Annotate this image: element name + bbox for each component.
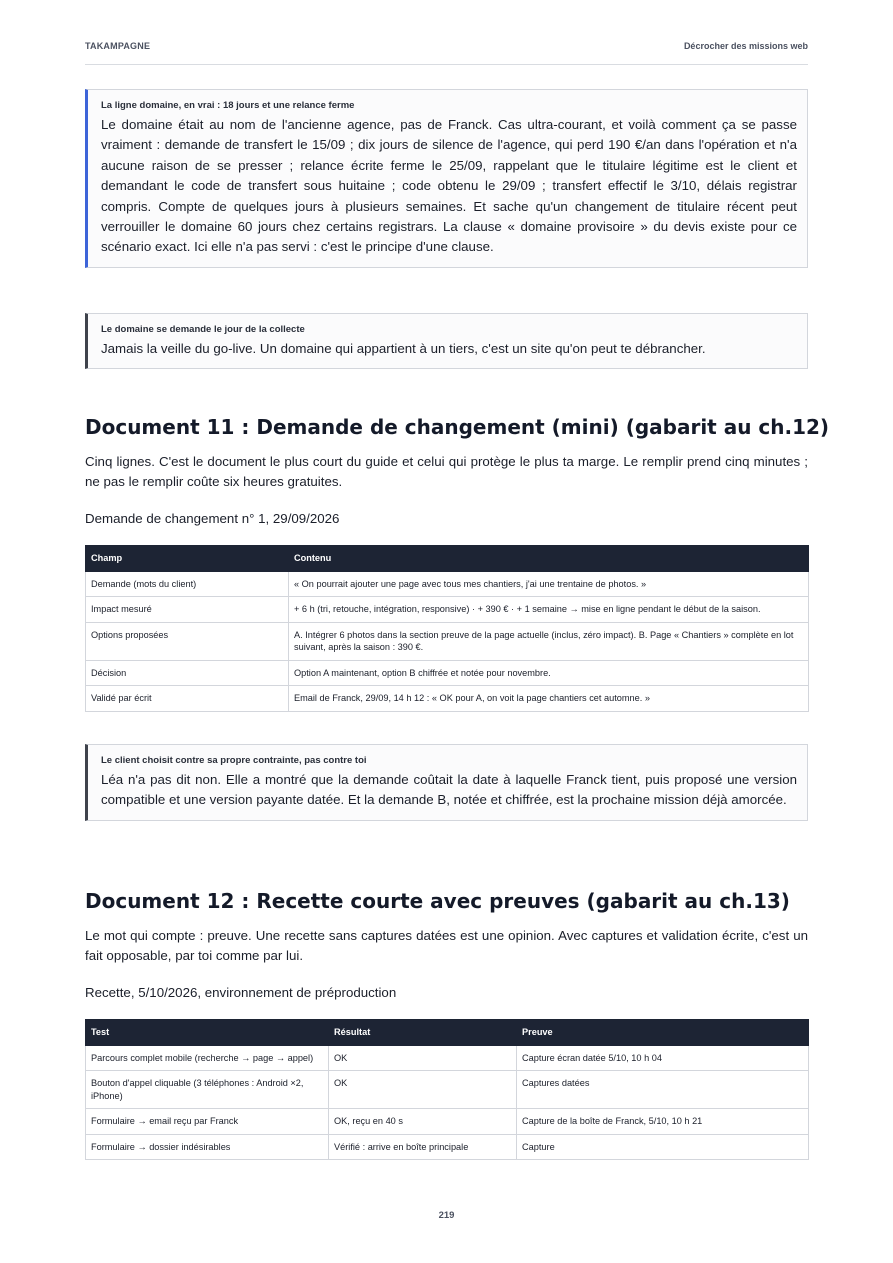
callout-client-choice	[85, 744, 808, 821]
table-row	[86, 660, 809, 686]
column-header: Preuve	[517, 1020, 809, 1046]
running-header	[85, 38, 808, 65]
table-cell: Option A maintenant, option B chiffrée et notée pour novembre.	[289, 660, 809, 686]
table-header-row	[86, 546, 809, 572]
doc12-caption: Recette, 5/10/2026, environnement de préproduction	[85, 985, 397, 1000]
table-row	[86, 1109, 809, 1135]
table-cell: Bouton d'appel cliquable (3 téléphones : Android ×2, iPhone)	[86, 1071, 329, 1109]
callout-body: Le domaine était au nom de l'ancienne agence, pas de Franck. Cas ultra-courant, et voilà comment ça se passe vraiment : demande de transfert le 15/09 ; dix jours de silence de l'agence, qui perd 190 €/an dans l'opération et n'a aucune raison de se presser ; relance écrite ferme le 25/09, rappelant que le titulaire légitime est le client et demandant le code de transfert sous huitaine ; code obtenu le 29/09 ; transfert effectif le 3/10, délais registrar compris. Compte de quelques jours à plusieurs semaines. Et sache qu'un changement de titulaire récent peut verrouiller le domaine 60 jours chez certains registrars. La clause « domaine provisoire » du devis existe pour ce scénario exact. Ici elle n'a pas servi : c'est le principe d'une clause.	[101, 117, 797, 255]
doc12-heading: Document 12 : Recette courte avec preuves (gabarit au ch.13)	[85, 889, 790, 913]
table-cell: A. Intégrer 6 photos dans la section preuve de la page actuelle (inclus, zéro impact). B. Page « Chantiers » complète en lot suivant, après la saison : 390 €.	[289, 622, 809, 660]
table-cell: Email de Franck, 29/09, 14 h 12 : « OK pour A, on voit la page chantiers cet automne. »	[289, 686, 809, 712]
column-header: Contenu	[289, 546, 809, 572]
header-chapter-title: Décrocher des missions web	[683, 41, 808, 51]
callout-title: La ligne domaine, en vrai : 18 jours et une relance ferme	[101, 100, 355, 111]
table-cell: Captures datées	[517, 1071, 809, 1109]
table-row	[86, 1045, 809, 1071]
table-cell: « On pourrait ajouter une page avec tous mes chantiers, j'ai une trentaine de photos. »	[289, 571, 809, 597]
callout-domain-tip	[85, 313, 808, 369]
table-cell: Options proposées	[86, 622, 289, 660]
column-header: Champ	[86, 546, 289, 572]
doc12-table	[85, 1019, 809, 1160]
page-number: 219	[438, 1210, 455, 1221]
doc11-caption: Demande de changement n° 1, 29/09/2026	[85, 511, 340, 526]
table-cell: Demande (mots du client)	[86, 571, 289, 597]
table-row	[86, 622, 809, 660]
table-row	[86, 686, 809, 712]
table-cell: Formulaire → dossier indésirables	[86, 1134, 329, 1160]
table-cell: Décision	[86, 660, 289, 686]
callout-body: Léa n'a pas dit non. Elle a montré que la demande coûtait la date à laquelle Franck tient, puis proposé une version compatible et une version payante datée. Et la demande B, notée et chiffrée, est la prochaine mission déjà amorcée.	[101, 772, 797, 808]
callout-title: Le client choisit contre sa propre contrainte, pas contre toi	[101, 755, 367, 766]
table-header-row	[86, 1020, 809, 1046]
table-cell: OK	[329, 1045, 517, 1071]
table-cell: Validé par écrit	[86, 686, 289, 712]
callout-domain-story	[85, 89, 808, 268]
table-cell: Capture écran datée 5/10, 10 h 04	[517, 1045, 809, 1071]
table-row	[86, 571, 809, 597]
doc11-heading: Document 11 : Demande de changement (mini) (gabarit au ch.12)	[85, 415, 830, 439]
table-cell: Parcours complet mobile (recherche → page → appel)	[86, 1045, 329, 1071]
table-cell: Formulaire → email reçu par Franck	[86, 1109, 329, 1135]
callout-title: Le domaine se demande le jour de la collecte	[101, 324, 305, 335]
table-row	[86, 1071, 809, 1109]
table-cell: Capture de la boîte de Franck, 5/10, 10 h 21	[517, 1109, 809, 1135]
table-cell: Capture	[517, 1134, 809, 1160]
header-brand: TAKAMPAGNE	[85, 41, 151, 51]
doc11-table	[85, 545, 809, 712]
column-header: Résultat	[329, 1020, 517, 1046]
table-cell: + 6 h (tri, retouche, intégration, responsive) · + 390 € · + 1 semaine → mise en ligne pendant le début de la saison.	[289, 597, 809, 623]
table-row	[86, 597, 809, 623]
table-cell: Impact mesuré	[86, 597, 289, 623]
doc12-intro: Le mot qui compte : preuve. Une recette sans captures datées est une opinion. Avec captures et validation écrite, c'est un fait opposable, par toi comme par lui.	[85, 928, 808, 963]
table-cell: Vérifié : arrive en boîte principale	[329, 1134, 517, 1160]
table-row	[86, 1134, 809, 1160]
table-cell: OK, reçu en 40 s	[329, 1109, 517, 1135]
table-cell: OK	[329, 1071, 517, 1109]
doc11-intro: Cinq lignes. C'est le document le plus court du guide et celui qui protège le plus ta marge. Le remplir prend cinq minutes ; ne pas le remplir coûte six heures gratuites.	[85, 454, 808, 489]
column-header: Test	[86, 1020, 329, 1046]
callout-body: Jamais la veille du go-live. Un domaine qui appartient à un tiers, c'est un site qu'on peut te débrancher.	[101, 341, 706, 356]
